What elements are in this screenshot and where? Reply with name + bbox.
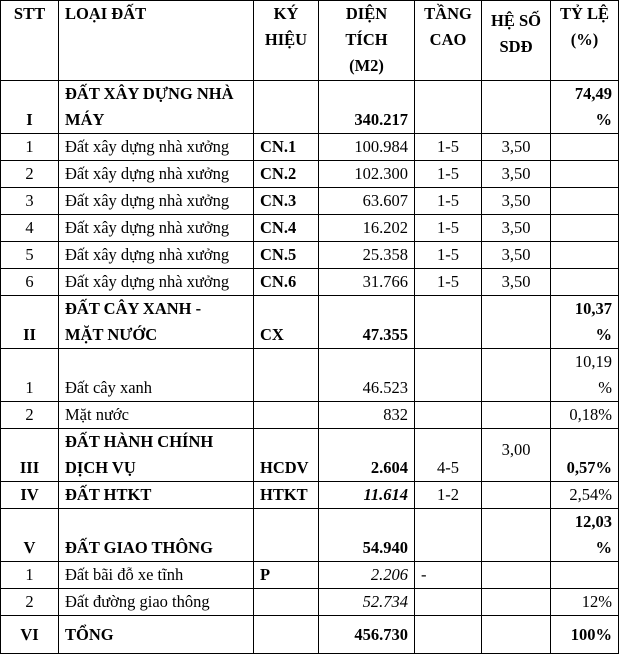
table-row — [1, 269, 619, 296]
table-row — [1, 188, 619, 215]
row-ratio: 12% — [551, 589, 619, 616]
row-code: CN.3 — [254, 188, 319, 215]
row-name: Đất xây dựng nhà xưởng — [59, 188, 254, 215]
row-coef: 3,50 — [482, 188, 551, 215]
group-row-ii — [1, 296, 619, 349]
row-area: 63.607 — [319, 188, 415, 215]
total-label: TỔNG — [59, 616, 254, 654]
row-ratio: 10,19 % — [551, 349, 619, 402]
group-area: 47.355 — [319, 296, 415, 349]
row-ratio — [551, 242, 619, 269]
group-ratio: 2,54% — [551, 482, 619, 509]
row-area: 16.202 — [319, 215, 415, 242]
row-area: 52.734 — [319, 589, 415, 616]
total-area: 456.730 — [319, 616, 415, 654]
group-row-iv — [1, 482, 619, 509]
row-code: P — [254, 562, 319, 589]
row-area: 832 — [319, 402, 415, 429]
header-ky-hieu: KÝ HIỆU — [254, 1, 319, 81]
group-coef — [482, 509, 551, 562]
table-row — [1, 215, 619, 242]
total-floors — [415, 616, 482, 654]
group-code: HTKT — [254, 482, 319, 509]
group-code — [254, 509, 319, 562]
row-code — [254, 402, 319, 429]
table-row — [1, 134, 619, 161]
group-ratio: 0,57% — [551, 429, 619, 482]
row-name: Đất xây dựng nhà xưởng — [59, 161, 254, 188]
group-ratio: 10,37 % — [551, 296, 619, 349]
group-floors — [415, 81, 482, 134]
row-ratio — [551, 134, 619, 161]
row-name: Đất bãi đỗ xe tĩnh — [59, 562, 254, 589]
row-floors: 1-5 — [415, 269, 482, 296]
row-name: Đất xây dựng nhà xưởng — [59, 269, 254, 296]
group-ratio: 74,49 % — [551, 81, 619, 134]
row-ratio — [551, 161, 619, 188]
group-name: ĐẤT GIAO THÔNG — [59, 509, 254, 562]
group-floors: 4-5 — [415, 429, 482, 482]
table-row — [1, 402, 619, 429]
row-code: CN.6 — [254, 269, 319, 296]
group-row-v — [1, 509, 619, 562]
row-stt: 5 — [1, 242, 59, 269]
row-code: CN.1 — [254, 134, 319, 161]
row-floors: 1-5 — [415, 188, 482, 215]
row-floors — [415, 402, 482, 429]
group-code: HCDV — [254, 429, 319, 482]
row-area: 31.766 — [319, 269, 415, 296]
row-name: Đất xây dựng nhà xưởng — [59, 215, 254, 242]
header-dien-tich: DIỆN TÍCH (M2) — [319, 1, 415, 81]
table-row — [1, 349, 619, 402]
row-stt: 2 — [1, 161, 59, 188]
row-floors: 1-5 — [415, 161, 482, 188]
row-name: Đất xây dựng nhà xưởng — [59, 134, 254, 161]
row-code: CN.4 — [254, 215, 319, 242]
total-stt: VI — [1, 616, 59, 654]
row-coef — [482, 402, 551, 429]
group-row-i — [1, 81, 619, 134]
group-stt: IV — [1, 482, 59, 509]
row-coef: 3,50 — [482, 134, 551, 161]
total-ratio: 100% — [551, 616, 619, 654]
total-coef — [482, 616, 551, 654]
row-coef — [482, 349, 551, 402]
row-floors: - — [415, 562, 482, 589]
row-stt: 2 — [1, 402, 59, 429]
table-row — [1, 161, 619, 188]
group-floors: 1-2 — [415, 482, 482, 509]
group-floors — [415, 509, 482, 562]
header-stt: STT — [1, 1, 59, 81]
row-floors — [415, 349, 482, 402]
row-ratio: 0,18% — [551, 402, 619, 429]
group-name: ĐẤT HTKT — [59, 482, 254, 509]
group-area: 54.940 — [319, 509, 415, 562]
row-ratio — [551, 562, 619, 589]
group-ratio: 12,03 % — [551, 509, 619, 562]
group-coef — [482, 81, 551, 134]
row-stt: 1 — [1, 562, 59, 589]
row-area: 2.206 — [319, 562, 415, 589]
row-stt: 2 — [1, 589, 59, 616]
table-row — [1, 242, 619, 269]
group-area: 340.217 — [319, 81, 415, 134]
group-stt: V — [1, 509, 59, 562]
row-stt: 3 — [1, 188, 59, 215]
header-loai-dat: LOẠI ĐẤT — [59, 1, 254, 81]
group-code — [254, 81, 319, 134]
group-name: ĐẤT CÂY XANH - MẶT NƯỚC — [59, 296, 254, 349]
row-ratio — [551, 188, 619, 215]
group-floors — [415, 296, 482, 349]
total-row — [1, 616, 619, 654]
row-ratio — [551, 215, 619, 242]
group-area: 2.604 — [319, 429, 415, 482]
table-row — [1, 589, 619, 616]
group-stt: II — [1, 296, 59, 349]
row-coef — [482, 589, 551, 616]
group-name: ĐẤT XÂY DỰNG NHÀ MÁY — [59, 81, 254, 134]
row-name: Đất đường giao thông — [59, 589, 254, 616]
header-row — [1, 1, 619, 81]
row-ratio — [551, 269, 619, 296]
group-name: ĐẤT HÀNH CHÍNH DỊCH VỤ — [59, 429, 254, 482]
row-stt: 1 — [1, 349, 59, 402]
row-area: 102.300 — [319, 161, 415, 188]
group-coef — [482, 296, 551, 349]
row-code — [254, 589, 319, 616]
row-area: 100.984 — [319, 134, 415, 161]
row-name: Mặt nước — [59, 402, 254, 429]
row-name: Đất xây dựng nhà xưởng — [59, 242, 254, 269]
row-floors: 1-5 — [415, 242, 482, 269]
row-coef: 3,50 — [482, 215, 551, 242]
total-code — [254, 616, 319, 654]
row-code: CN.2 — [254, 161, 319, 188]
row-stt: 4 — [1, 215, 59, 242]
row-floors — [415, 589, 482, 616]
group-area: 11.614 — [319, 482, 415, 509]
group-coef: 3,00 — [482, 429, 551, 482]
group-row-iii — [1, 429, 619, 482]
header-tang-cao: TẦNG CAO — [415, 1, 482, 81]
row-name: Đất cây xanh — [59, 349, 254, 402]
group-stt: III — [1, 429, 59, 482]
row-coef — [482, 562, 551, 589]
row-stt: 1 — [1, 134, 59, 161]
row-area: 25.358 — [319, 242, 415, 269]
row-code: CN.5 — [254, 242, 319, 269]
group-coef — [482, 482, 551, 509]
table-row — [1, 562, 619, 589]
row-coef: 3,50 — [482, 269, 551, 296]
row-floors: 1-5 — [415, 134, 482, 161]
row-area: 46.523 — [319, 349, 415, 402]
group-stt: I — [1, 81, 59, 134]
header-he-so: HỆ SỐ SDĐ — [482, 1, 551, 81]
group-code: CX — [254, 296, 319, 349]
row-floors: 1-5 — [415, 215, 482, 242]
row-coef: 3,50 — [482, 161, 551, 188]
row-code — [254, 349, 319, 402]
header-ty-le: TỶ LỆ (%) — [551, 1, 619, 81]
row-coef: 3,50 — [482, 242, 551, 269]
row-stt: 6 — [1, 269, 59, 296]
